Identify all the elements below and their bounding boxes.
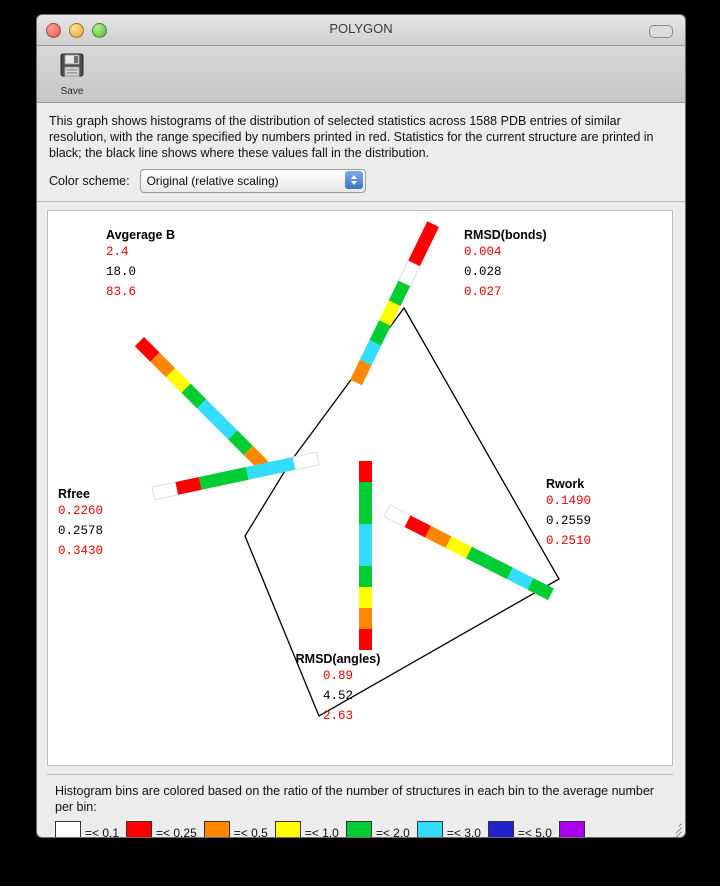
legend-color-swatch	[559, 821, 585, 838]
toolbar-toggle-button[interactable]	[649, 25, 673, 38]
legend-panel	[47, 774, 673, 838]
axis-max-value: 0.027	[464, 285, 502, 299]
color-scheme-select[interactable]	[140, 169, 366, 193]
description-text: This graph shows histograms of the distribution of selected statistics across 1588 PDB entries of similar resolution, with the range specified by numbers printed in red. Statistics for the current structure are printed in black; the black line shows where these values fall in the distribution.	[37, 103, 685, 165]
axis-bar-rmsd-bonds	[350, 221, 439, 385]
legend-item-label: =< 5.0	[517, 826, 552, 838]
legend-item-label: =< 2.0	[375, 826, 410, 838]
legend-color-swatch	[417, 821, 443, 838]
axis-current-value: 4.52	[322, 689, 353, 703]
color-scheme-label: Color scheme:	[49, 174, 130, 188]
axis-label-rmsd-angles	[278, 652, 398, 726]
window-title: POLYGON	[329, 21, 393, 36]
application-window	[36, 14, 686, 838]
chevron-updown-icon[interactable]	[345, 171, 363, 189]
legend-color-swatch	[126, 821, 152, 838]
legend-color-swatch	[204, 821, 230, 838]
toolbar	[37, 46, 685, 103]
axis-min-value: 0.1490	[546, 494, 592, 508]
legend-item-label: =< 0.25	[156, 826, 197, 838]
axis-current-value: 0.2559	[546, 514, 592, 528]
axis-name: RMSD(angles)	[295, 652, 381, 666]
axis-bar-rmsd-angles	[359, 461, 372, 650]
legend-item	[126, 821, 197, 838]
legend-item-label: =< 3.0	[446, 826, 481, 838]
axis-max-value: 0.2510	[546, 534, 592, 548]
title-bar	[37, 15, 685, 46]
legend-item-label: =< 1.0	[304, 826, 339, 838]
axis-current-value: 18.0	[106, 265, 137, 279]
polygon-plot	[47, 210, 673, 766]
axis-bar-rwork	[384, 505, 554, 600]
save-button-label: Save	[60, 86, 84, 97]
axis-label-rmsd-bonds	[464, 228, 547, 302]
save-button[interactable]	[49, 50, 95, 97]
axis-name: Rfree	[58, 487, 90, 501]
axis-label-rwork	[546, 477, 591, 551]
axis-current-value: 0.028	[464, 265, 502, 279]
axis-name: RMSD(bonds)	[464, 228, 547, 242]
legend-description: Histogram bins are colored based on the ratio of the number of structures in each bin to the average number per bin:	[55, 784, 654, 814]
axis-bar-rfree	[152, 452, 319, 500]
axis-min-value: 0.89	[322, 669, 353, 683]
legend-item	[55, 821, 119, 838]
axis-current-value: 0.2578	[58, 524, 104, 538]
axis-min-value: 2.4	[106, 245, 129, 259]
axis-max-value: 0.3430	[58, 544, 104, 558]
axis-max-value: 2.63	[322, 709, 353, 723]
axis-name: Avgerage B	[106, 228, 176, 242]
legend-item	[559, 821, 589, 838]
axis-bar-avgerage-b	[135, 337, 269, 471]
legend-item	[275, 821, 339, 838]
axis-name: Rwork	[546, 477, 585, 491]
axis-max-value: 83.6	[106, 285, 137, 299]
axis-label-rfree	[58, 487, 103, 561]
legend-swatches	[51, 821, 669, 838]
resize-grip[interactable]	[668, 820, 682, 834]
legend-item	[417, 821, 481, 838]
color-scheme-value: Original (relative scaling)	[146, 174, 279, 188]
legend-item-label: =< 0.5	[233, 826, 268, 838]
legend-color-swatch	[275, 821, 301, 838]
legend-item-label: =< 0.1	[85, 826, 120, 838]
color-scheme-row	[37, 165, 685, 202]
legend-color-swatch	[55, 821, 81, 838]
axis-label-avgerage-b	[106, 228, 175, 302]
floppy-disk-icon	[49, 50, 95, 85]
legend-item	[346, 821, 410, 838]
legend-color-swatch	[346, 821, 372, 838]
axis-min-value: 0.2260	[58, 504, 104, 518]
axis-min-value: 0.004	[464, 245, 502, 259]
legend-color-swatch	[488, 821, 514, 838]
legend-item	[488, 821, 552, 838]
legend-item	[204, 821, 268, 838]
